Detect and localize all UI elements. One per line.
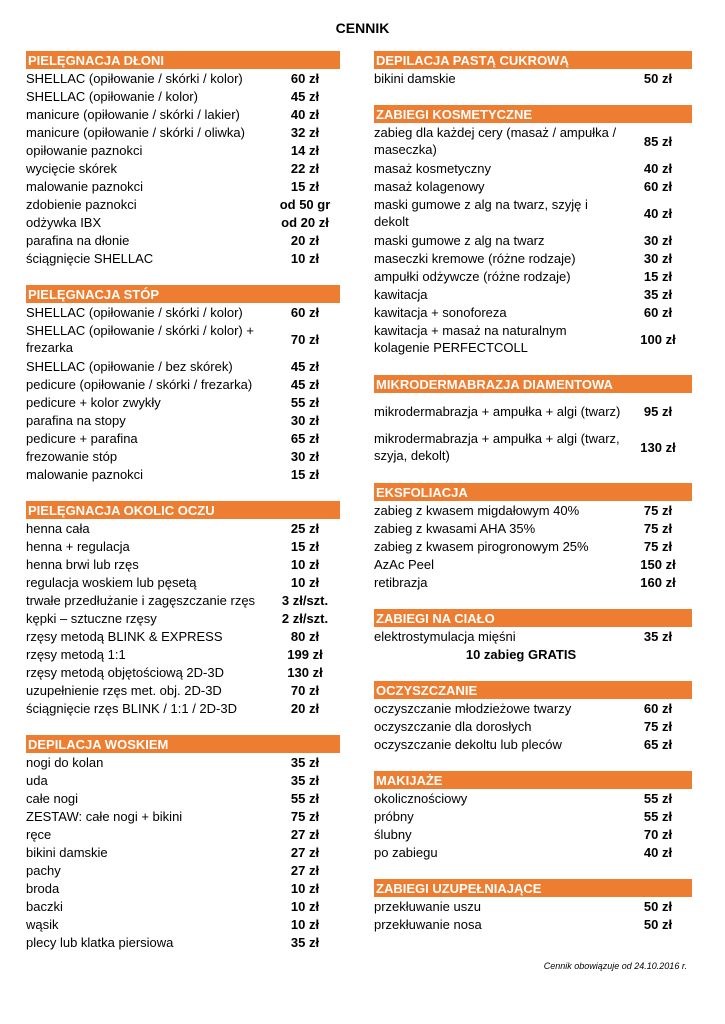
- section-header: ZABIEGI KOSMETYCZNE: [374, 105, 692, 123]
- price-row: [26, 609, 340, 627]
- service-price: 35 zł: [643, 286, 673, 302]
- service-price: 130 zł: [287, 664, 323, 680]
- service-name: opiłowanie paznokci: [26, 142, 143, 158]
- service-price: 55 zł: [643, 808, 673, 824]
- service-price: 25 zł: [290, 520, 320, 536]
- price-row: [374, 303, 692, 321]
- service-price: 70 zł: [643, 826, 673, 842]
- section-header: ZABIEGI NA CIAŁO: [374, 609, 692, 627]
- service-price: 65 zł: [290, 430, 320, 446]
- price-row: [26, 249, 340, 267]
- section-header: PIELĘGNACJA STÓP: [26, 285, 340, 303]
- service-name: rzęsy metodą BLINK & EXPRESS: [26, 628, 223, 644]
- service-price: 199 zł: [287, 646, 323, 662]
- service-price: 80 zł: [290, 628, 320, 644]
- service-name: frezowanie stóp: [26, 448, 118, 464]
- section-header: MIKRODERMABRAZJA DIAMENTOWA: [374, 375, 692, 393]
- service-price: 50 zł: [643, 70, 673, 86]
- section-depilacja-woskiem: [26, 735, 340, 951]
- service-price: 35 zł: [290, 754, 320, 770]
- price-row: [374, 825, 692, 843]
- section-header: PIELĘGNACJA OKOLIC OCZU: [26, 501, 340, 519]
- service-price: 100 zł: [640, 331, 676, 347]
- price-row: [26, 879, 340, 897]
- service-name: wycięcie skórek: [26, 160, 118, 176]
- service-name: zabieg dla każdej cery (masaż / ampułka / maseczka): [374, 125, 617, 157]
- service-name: henna cała: [26, 520, 90, 536]
- price-row: [26, 897, 340, 915]
- service-name: manicure (opiłowanie / skórki / oliwka): [26, 124, 245, 140]
- price-row: [26, 537, 340, 555]
- service-price: 60 zł: [643, 304, 673, 320]
- service-name: przekłuwanie uszu: [374, 898, 481, 914]
- price-row: [374, 195, 692, 231]
- price-row: [374, 501, 692, 519]
- service-price: 75 zł: [643, 718, 673, 734]
- price-row: [374, 717, 692, 735]
- service-price: 55 zł: [290, 790, 320, 806]
- price-row: [374, 555, 692, 573]
- price-row: [374, 177, 692, 195]
- section-header: DEPILACJA PASTĄ CUKROWĄ: [374, 51, 692, 69]
- service-name: regulacja woskiem lub pęsetą: [26, 574, 197, 590]
- service-price: 15 zł: [290, 178, 320, 194]
- service-price: 75 zł: [290, 808, 320, 824]
- service-name: kawitacja: [374, 286, 428, 302]
- price-row: [26, 357, 340, 375]
- section-header: OCZYSZCZANIE: [374, 681, 692, 699]
- section-mikrodermabrazja-diamentowa: [374, 375, 692, 465]
- price-row: [26, 429, 340, 447]
- service-price: 45 zł: [290, 88, 320, 104]
- service-price: 50 zł: [643, 898, 673, 914]
- price-row: [26, 573, 340, 591]
- service-name: pedicure (opiłowanie / skórki / frezarka): [26, 376, 253, 392]
- service-name: masaż kosmetyczny: [374, 160, 492, 176]
- price-row: [26, 69, 340, 87]
- service-price: 15 zł: [290, 538, 320, 554]
- price-row: [26, 933, 340, 951]
- section-eksfoliacja: [374, 483, 692, 591]
- service-name: oczyszczanie dla dorosłych: [374, 718, 532, 734]
- price-row: [374, 393, 692, 429]
- price-row: [26, 591, 340, 609]
- service-price: 3 zł/szt.: [281, 592, 329, 608]
- service-price: 14 zł: [290, 142, 320, 158]
- price-row: [26, 519, 340, 537]
- service-price: 27 zł: [290, 844, 320, 860]
- price-row: [26, 663, 340, 681]
- price-row: [26, 105, 340, 123]
- price-row: [374, 285, 692, 303]
- service-price: 35 zł: [290, 772, 320, 788]
- service-price: 150 zł: [640, 556, 676, 572]
- price-row: [374, 897, 692, 915]
- price-row: [26, 411, 340, 429]
- price-row: [26, 177, 340, 195]
- section-depilacja-pasta-cukrowa: [374, 51, 692, 87]
- section-zabiegi-na-cialo: [374, 609, 692, 663]
- service-price: 95 zł: [643, 403, 673, 419]
- service-name: próbny: [374, 808, 414, 824]
- service-name: bikini damskie: [26, 844, 108, 860]
- price-row: [26, 555, 340, 573]
- price-row: [26, 195, 340, 213]
- service-price: 60 zł: [290, 304, 320, 320]
- service-price: 27 zł: [290, 862, 320, 878]
- service-price: 22 zł: [290, 160, 320, 176]
- price-row: [26, 231, 340, 249]
- service-price: 35 zł: [290, 934, 320, 950]
- service-price: 27 zł: [290, 826, 320, 842]
- section-oczyszczanie: [374, 681, 692, 753]
- service-name: kawitacja + masaż na naturalnym kolagenie PERFECTCOLL: [374, 323, 567, 355]
- service-name: ZESTAW: całe nogi + bikini: [26, 808, 183, 824]
- section-header: EKSFOLIACJA: [374, 483, 692, 501]
- price-row: [26, 159, 340, 177]
- service-name: SHELLAC (opiłowanie / skórki / kolor): [26, 304, 243, 320]
- price-row: [374, 627, 692, 645]
- service-price: od 20 zł: [281, 214, 329, 230]
- service-price: 55 zł: [643, 790, 673, 806]
- service-price: 10 zł: [290, 898, 320, 914]
- section-zabiegi-kosmetyczne: [374, 105, 692, 357]
- price-row: [26, 321, 340, 357]
- price-row: [374, 429, 692, 465]
- service-name: broda: [26, 880, 60, 896]
- price-row: [374, 159, 692, 177]
- service-name: parafina na stopy: [26, 412, 126, 428]
- service-price: 30 zł: [643, 232, 673, 248]
- service-price: 70 zł: [290, 682, 320, 698]
- service-price: 160 zł: [640, 574, 676, 590]
- service-price: 85 zł: [643, 133, 673, 149]
- service-name: manicure (opiłowanie / skórki / lakier): [26, 106, 240, 122]
- price-row: [26, 213, 340, 231]
- service-name: henna brwi lub rzęs: [26, 556, 139, 572]
- service-name: SHELLAC (opiłowanie / skórki / kolor) + frezarka: [26, 323, 254, 355]
- promo-note: 10 zabieg GRATIS: [465, 646, 577, 662]
- price-row: [26, 645, 340, 663]
- price-row: [374, 321, 692, 357]
- section-header: DEPILACJA WOSKIEM: [26, 735, 340, 753]
- service-name: oczyszczanie młodzieżowe twarzy: [374, 700, 572, 716]
- service-name: odżywka IBX: [26, 214, 102, 230]
- price-row: [26, 681, 340, 699]
- service-price: 60 zł: [643, 178, 673, 194]
- service-name: pachy: [26, 862, 61, 878]
- service-name: zabieg z kwasem migdałowym 40%: [374, 502, 580, 518]
- service-price: 60 zł: [643, 700, 673, 716]
- price-row: [26, 771, 340, 789]
- price-row: [374, 735, 692, 753]
- service-name: pedicure + kolor zwykły: [26, 394, 161, 410]
- price-row: [26, 447, 340, 465]
- service-price: 70 zł: [290, 331, 320, 347]
- service-name: ściągnięcie SHELLAC: [26, 250, 154, 266]
- section-zabiegi-uzupelniajace: [374, 879, 692, 933]
- price-row: [374, 249, 692, 267]
- service-name: ślubny: [374, 826, 412, 842]
- price-row: [374, 231, 692, 249]
- section-pielegnacja-dloni: [26, 51, 340, 267]
- service-name: wąsik: [26, 916, 59, 932]
- service-name: okolicznościowy: [374, 790, 468, 806]
- price-row: [26, 915, 340, 933]
- service-price: 75 zł: [643, 520, 673, 536]
- service-price: 60 zł: [290, 70, 320, 86]
- price-row: [374, 537, 692, 555]
- price-row: [26, 825, 340, 843]
- service-price: 20 zł: [290, 232, 320, 248]
- service-name: rzęsy metodą objętościową 2D-3D: [26, 664, 224, 680]
- service-name: SHELLAC (opiłowanie / skórki / kolor): [26, 70, 243, 86]
- service-name: po zabiegu: [374, 844, 438, 860]
- service-name: baczki: [26, 898, 63, 914]
- price-row: [374, 789, 692, 807]
- service-name: masaż kolagenowy: [374, 178, 485, 194]
- service-price: 2 zł/szt.: [281, 610, 329, 626]
- service-price: 55 zł: [290, 394, 320, 410]
- service-price: 35 zł: [643, 628, 673, 644]
- price-row: [26, 807, 340, 825]
- service-price: 10 zł: [290, 574, 320, 590]
- service-name: pedicure + parafina: [26, 430, 138, 446]
- service-name: maski gumowe z alg na twarz, szyję i dekolt: [374, 197, 588, 229]
- service-name: kępki – sztuczne rzęsy: [26, 610, 157, 626]
- price-row: [374, 69, 692, 87]
- validity-note: Cennik obowiązuje od 24.10.2016 r.: [543, 961, 687, 971]
- page-title: CENNIK: [335, 20, 390, 36]
- price-row: [374, 843, 692, 861]
- service-name: oczyszczanie dekoltu lub pleców: [374, 736, 562, 752]
- service-price: 45 zł: [290, 376, 320, 392]
- price-row: [26, 87, 340, 105]
- section-header: MAKIJAŻE: [374, 771, 692, 789]
- service-name: przekłuwanie nosa: [374, 916, 482, 932]
- service-price: 10 zł: [290, 880, 320, 896]
- right-column: [374, 51, 692, 951]
- section-pielegnacja-stop: [26, 285, 340, 483]
- service-name: uda: [26, 772, 48, 788]
- service-name: kawitacja + sonoforeza: [374, 304, 507, 320]
- price-row: [26, 753, 340, 771]
- service-name: malowanie paznokci: [26, 466, 144, 482]
- service-price: 40 zł: [643, 844, 673, 860]
- service-name: zabieg z kwasem pirogronowym 25%: [374, 538, 589, 554]
- service-price: 40 zł: [643, 205, 673, 221]
- price-row: [26, 141, 340, 159]
- service-name: nogi do kolan: [26, 754, 104, 770]
- price-row: [374, 123, 692, 159]
- price-row: [26, 789, 340, 807]
- service-name: rzęsy metodą 1:1: [26, 646, 126, 662]
- service-price: 130 zł: [640, 439, 676, 455]
- service-name: AzAc Peel: [374, 556, 434, 572]
- service-price: 45 zł: [290, 358, 320, 374]
- service-name: uzupełnienie rzęs met. obj. 2D-3D: [26, 682, 222, 698]
- service-name: plecy lub klatka piersiowa: [26, 934, 174, 950]
- price-row: [374, 915, 692, 933]
- service-name: bikini damskie: [374, 70, 456, 86]
- service-name: maseczki kremowe (różne rodzaje): [374, 250, 576, 266]
- service-name: ampułki odżywcze (różne rodzaje): [374, 268, 571, 284]
- service-name: trwałe przedłużanie i zagęszczanie rzęs: [26, 592, 256, 608]
- service-name: parafina na dłonie: [26, 232, 130, 248]
- service-name: całe nogi: [26, 790, 79, 806]
- price-row: [374, 267, 692, 285]
- service-price: 32 zł: [290, 124, 320, 140]
- price-row: [26, 465, 340, 483]
- price-row: [26, 303, 340, 321]
- service-price: 10 zł: [290, 916, 320, 932]
- service-price: 15 zł: [643, 268, 673, 284]
- service-price: 40 zł: [290, 106, 320, 122]
- service-price: 10 zł: [290, 250, 320, 266]
- service-price: 75 zł: [643, 538, 673, 554]
- service-price: 30 zł: [290, 448, 320, 464]
- service-price: 65 zł: [643, 736, 673, 752]
- price-row: [374, 807, 692, 825]
- price-row: [374, 519, 692, 537]
- service-name: SHELLAC (opiłowanie / bez skórek): [26, 358, 233, 374]
- service-price: 50 zł: [643, 916, 673, 932]
- price-row: [26, 627, 340, 645]
- service-name: mikrodermabrazja + ampułka + algi (twarz, szyja, dekolt): [374, 431, 620, 463]
- service-name: elektrostymulacja mięśni: [374, 628, 516, 644]
- price-row: [26, 393, 340, 411]
- price-row: [26, 375, 340, 393]
- service-name: mikrodermabrazja + ampułka + algi (twarz): [374, 403, 621, 419]
- service-price: 10 zł: [290, 556, 320, 572]
- service-name: henna + regulacja: [26, 538, 130, 554]
- service-name: malowanie paznokci: [26, 178, 144, 194]
- service-price: 30 zł: [643, 250, 673, 266]
- service-name: zdobienie paznokci: [26, 196, 137, 212]
- service-name: retibrazja: [374, 574, 428, 590]
- price-row: [26, 699, 340, 717]
- service-name: ręce: [26, 826, 52, 842]
- service-price: 15 zł: [290, 466, 320, 482]
- service-name: SHELLAC (opiłowanie / kolor): [26, 88, 198, 104]
- section-header: PIELĘGNACJA DŁONI: [26, 51, 340, 69]
- price-row: [26, 123, 340, 141]
- service-name: ściągnięcie rzęs BLINK / 1:1 / 2D-3D: [26, 700, 237, 716]
- service-price: 40 zł: [643, 160, 673, 176]
- section-pielegnacja-okolic-oczu: [26, 501, 340, 717]
- service-price: 75 zł: [643, 502, 673, 518]
- price-row: [26, 861, 340, 879]
- section-header: ZABIEGI UZUPEŁNIAJĄCE: [374, 879, 692, 897]
- section-makijaze: [374, 771, 692, 861]
- service-price: od 50 gr: [279, 196, 331, 212]
- price-row: [26, 843, 340, 861]
- service-price: 30 zł: [290, 412, 320, 428]
- price-row: [374, 699, 692, 717]
- price-row: [374, 573, 692, 591]
- left-column: [26, 51, 340, 969]
- service-price: 20 zł: [290, 700, 320, 716]
- service-name: zabieg z kwasami AHA 35%: [374, 520, 536, 536]
- service-name: maski gumowe z alg na twarz: [374, 232, 545, 248]
